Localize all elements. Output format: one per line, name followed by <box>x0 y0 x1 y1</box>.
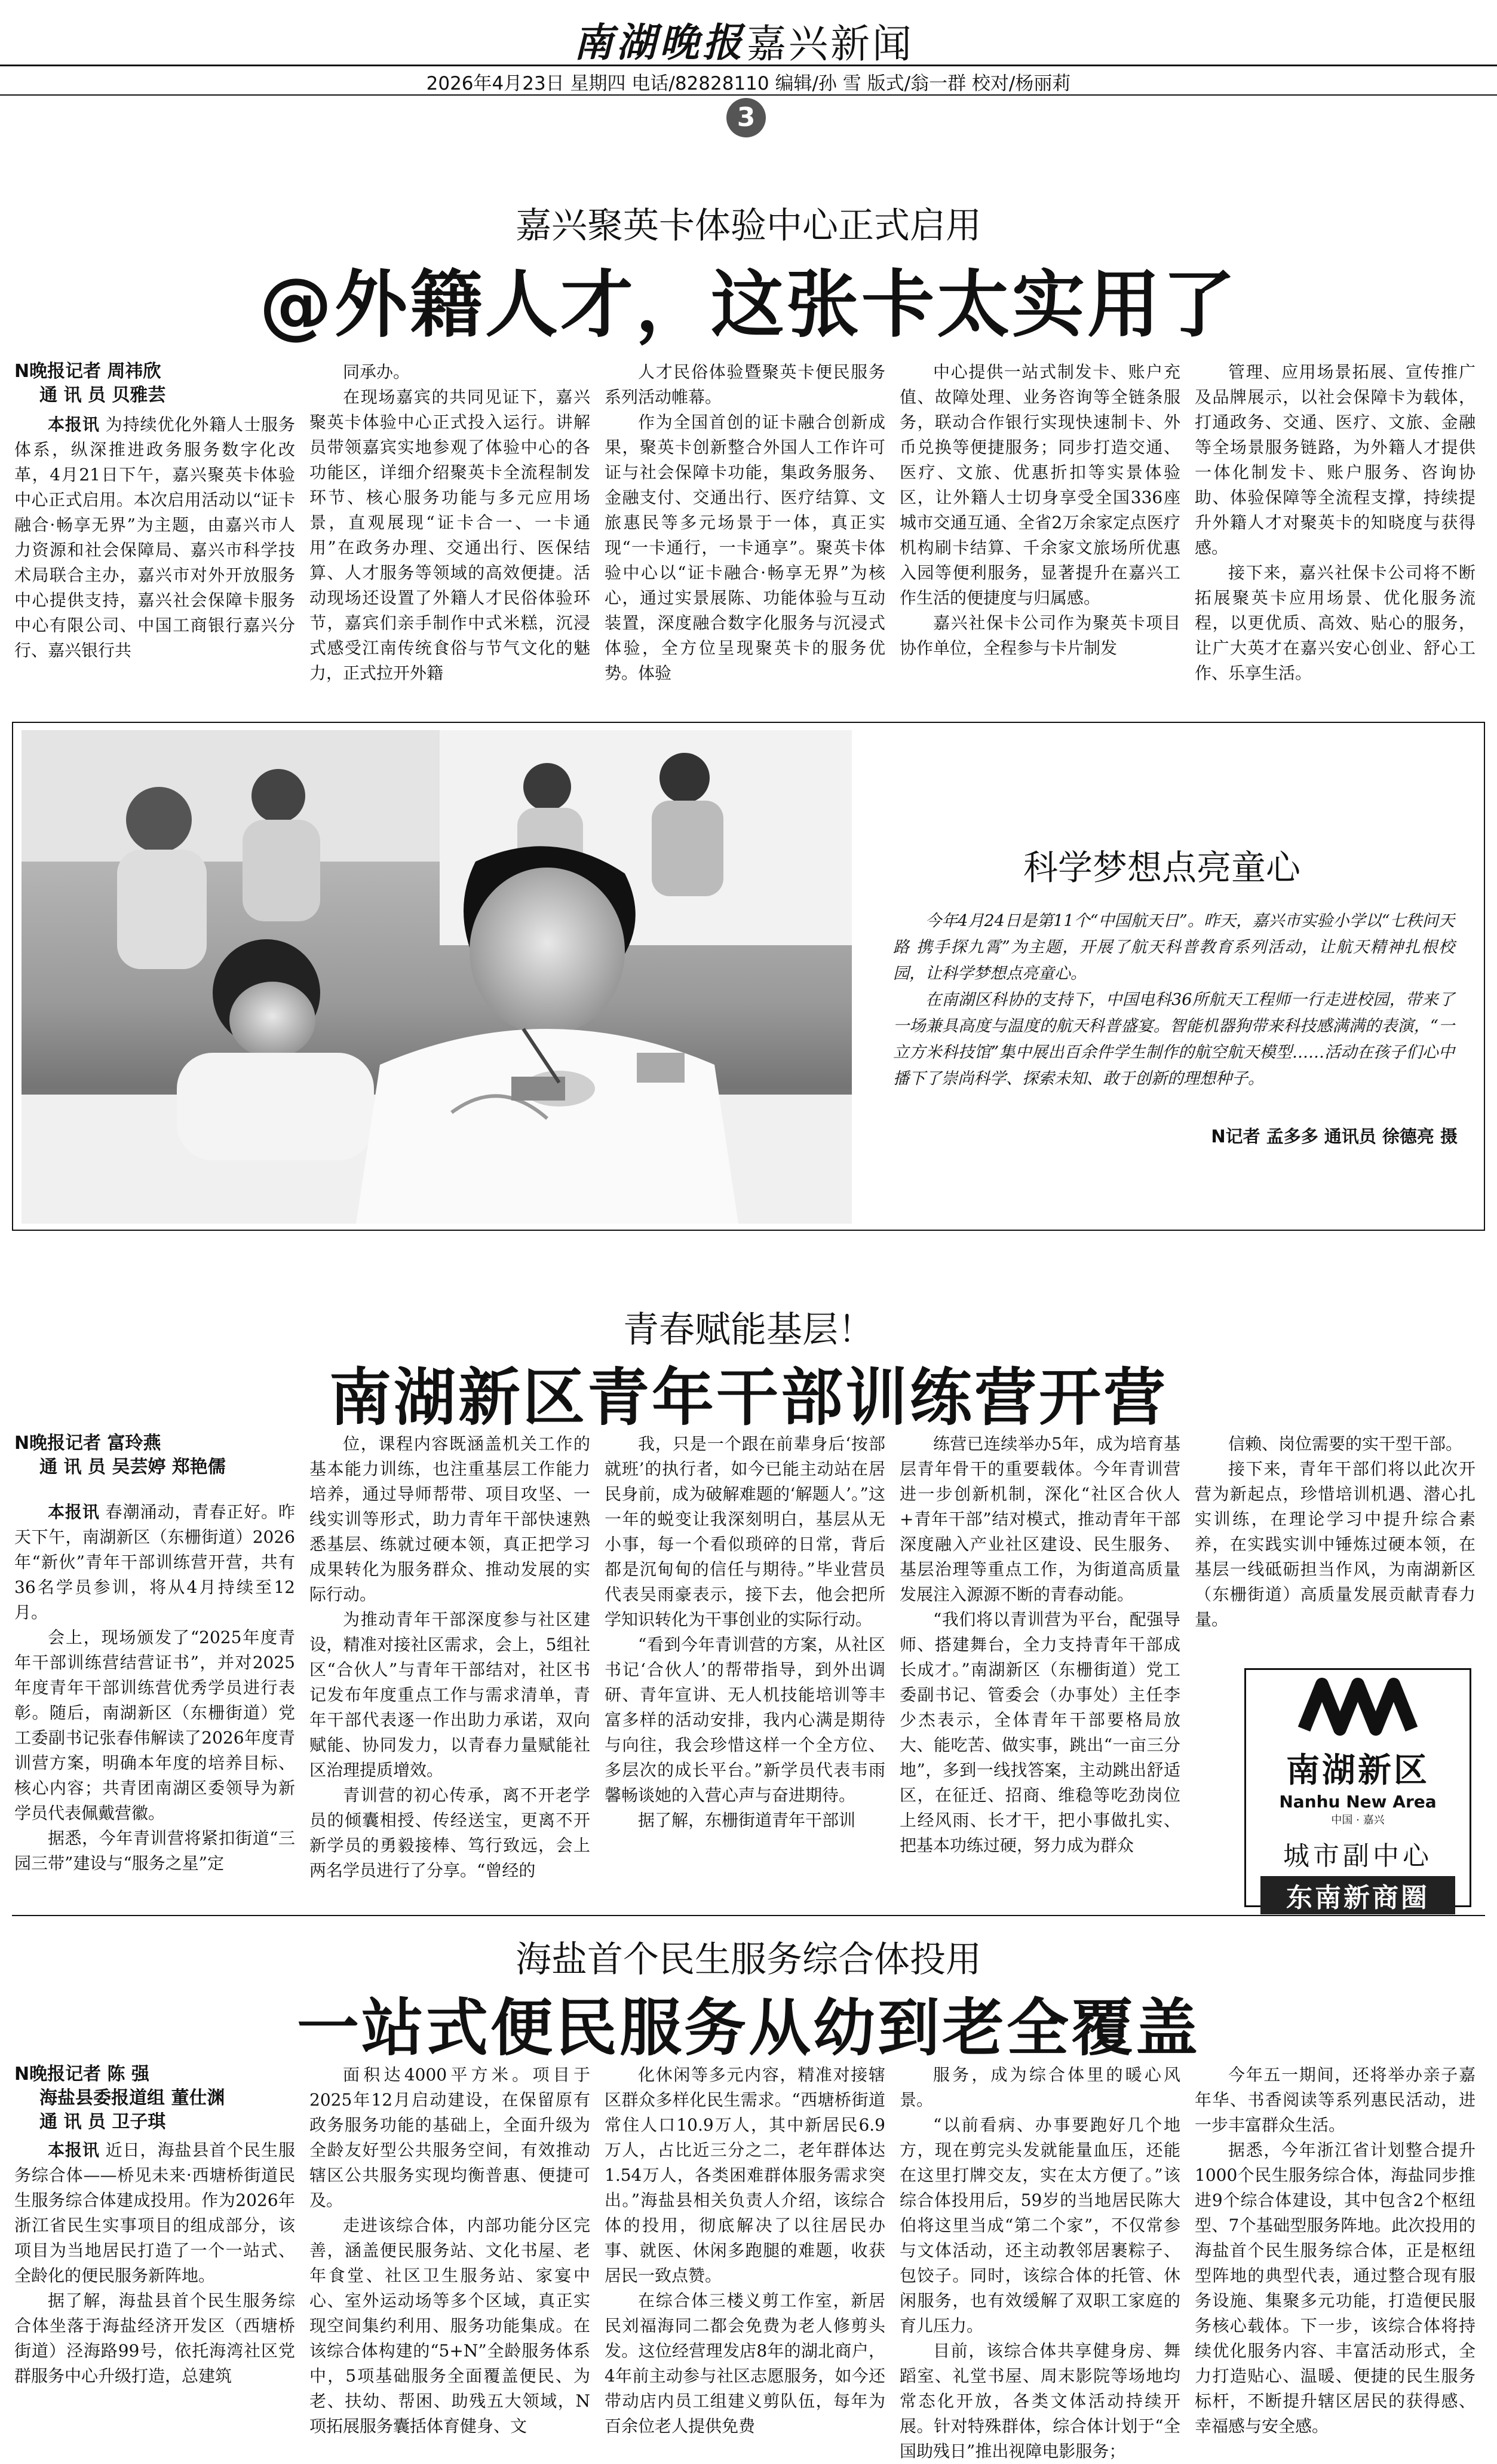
paragraph: 走进该综合体，内部功能分区完善，涵盖便民服务站、文化书屋、老年食堂、社区卫生服务站、家宴中心、室外运动场等多个区域，真正实现空间集约利用、服务功能集成。在该综合体构建的“5+N”全龄服务体系中，5项基础服务全面覆盖便民、为老、扶幼、帮困、助残五大领域，N项拓展服务囊括体育健身、文 <box>309 2215 590 2436</box>
article2-column-2 <box>309 1432 590 1880</box>
n-logo-icon: N <box>14 2064 30 2085</box>
article3-column-5 <box>1195 2062 1475 2436</box>
article2-column-4 <box>900 1432 1180 1868</box>
paragraph: “我们将以青训营为平台，配强导师、搭建舞台，全力支持青年干部成长成才。”南湖新区（东栅街道）党工委副书记、管委会（办事处）主任李少杰表示，全体青年干部要格局放大、能吃苦、做实事，跳出“一亩三分地”，多到一线找答案，主动跳出舒适区，在征迁、招商、维稳等吃劲岗位上经风雨、长才干，把小事做扎实、把基本功练过硬，努力成为群众 <box>900 1610 1180 1855</box>
article2-column-1 <box>14 1500 295 1873</box>
article3-kicker: 海盐首个民生服务综合体投用 <box>516 1939 981 1981</box>
paragraph: 今年五一期间，还将举办亲子嘉年华、书香阅读等系列惠民活动，进一步丰富群众生活。 <box>1195 2065 1475 2135</box>
article3-column-4 <box>900 2062 1180 2461</box>
paragraph: 青训营的初心传承，离不开老学员的倾囊相授、传经送宝，更离不开新学员的勇毅接棒、笃行致远，会上两名学员进行了分享。“曾经的 <box>309 1785 590 1880</box>
paragraph: 接下来，嘉兴社保卡公司将不断拓展聚英卡应用场景、优化服务流程，以更优质、高效、贴心的服务，让广大英才在嘉兴安心创业、舒心工作、乐享生活。 <box>1195 563 1475 683</box>
article1-column-4 <box>900 360 1180 694</box>
photo-caption-title: 科学梦想点亮童心 <box>1023 847 1300 888</box>
paragraph: 今年4月24日是第11个“中国航天日”。昨天，嘉兴市实验小学以“七秩问天路 携手探九霄”为主题，开展了航天科普教育系列活动，让航天精神扎根校园，让科学梦想点亮童心。 <box>893 912 1455 983</box>
paragraph: 据悉，今年青训营将紧扣街道“三园三带”建设与“服务之星”定 <box>14 1828 295 1873</box>
section-title: 嘉兴新闻 <box>747 21 914 67</box>
masthead-rule-bottom <box>0 94 1497 96</box>
paragraph: 本报讯 为持续优化外籍人士服务体系，纵深推进政务服务数字化改革，4月21日下午，嘉兴聚英卡体验中心正式启用。本次启用活动以“证卡融合·畅享无界”为主题，由嘉兴市人力资源和社会保障局、嘉兴市科学技术局联合主办，嘉兴市对外开放服务中心提供支持，嘉兴社会保障卡服务中心有限公司、中国工商银行嘉兴分行、嘉兴银行共 <box>14 415 295 660</box>
masthead-rule-top <box>0 65 1497 66</box>
article3-column-2 <box>309 2062 590 2436</box>
paragraph: 本报讯 春潮涌动，青春正好。昨天下午，南湖新区（东栅街道）2026年“新伙”青年干部训练营开营，共有36名学员参训，将从4月持续至12月。 <box>14 1502 295 1622</box>
nanhu-slogan-1: 城市副中心 <box>1283 1841 1432 1871</box>
paragraph: 据悉，今年浙江省计划整合提升1000个民生服务综合体，海盐同步推进9个综合体建设，其中包含2个枢纽型、7个基础型服务阵地。此次投用的海盐首个民生服务综合体，正是枢纽型阵地的典型代表，通过整合现有服务设施、集聚多元功能，打造便民服务核心载体。下一步，该综合体将持续优化服务内容、丰富活动形式，全力打造贴心、温暖、便捷的民生服务标杆，不断提升辖区居民的获得感、幸福感与安全感。 <box>1195 2140 1475 2436</box>
paragraph: 人才民俗体验暨聚英卡便民服务系列活动帷幕。 <box>605 362 885 407</box>
students-building-models-photo <box>22 730 852 1224</box>
article2-kicker: 青春赋能基层！ <box>623 1309 874 1351</box>
page-number-badge: 3 <box>726 98 766 137</box>
paragraph: 我，只是一个跟在前辈身后‘按部就班’的执行者，如今已能主动站在居民身前，成为破解难题的‘解题人’。”这一年的蜕变让我深刻明白，基层从无小事，每一个看似琐碎的日常，背后都是沉甸甸的信任与期待。”毕业营员代表吴雨豪表示，接下去，他会把所学知识转化为干事创业的实际行动。 <box>605 1434 885 1629</box>
paragraph: 同承办。 <box>343 362 410 382</box>
section-divider <box>12 1915 1485 1916</box>
paragraph: 中心提供一站式制发卡、账户充值、故障处理、业务咨询等全链条服务，联动合作银行实现快速制卡、外币兑换等便捷服务；同步打造交通、医疗、文旅、优惠折扣等实景体验区，让外籍人士切身享受全国336座城市交通互通、全省2万余家定点医疗机构刷卡结算、千余家文旅场所优惠入园等便利服务，显著提升在嘉兴工作生活的便捷度与归属感。 <box>900 362 1180 608</box>
n-logo-icon: N <box>14 1433 30 1454</box>
paragraph: 位，课程内容既涵盖机关工作的基本能力训练，也注重基层工作能力培养，通过导师帮带、项目攻坚、一线实训等形式，助力青年干部快速熟悉基层、练就过硬本领，真正把学习成果转化为服务群众、推动发展的实际行动。 <box>309 1434 590 1604</box>
article3-headline: 一站式便民服务从幼到老全覆盖 <box>296 1991 1200 2064</box>
article2-column-5 <box>1195 1432 1475 1647</box>
article1-byline: N晚报记者 周祎欣 通 讯 员 贝雅芸 <box>14 361 166 406</box>
paragraph: “看到今年青训营的方案，从社区书记‘合伙人’的帮带指导，到外出调研、青年宣讲、无人机技能培训等丰富多样的活动安排，我内心满是期待与向往，我会珍惜这样一个全方位、多层次的成长平台。”新学员代表韦雨馨畅谈她的入营心声与奋进期待。 <box>605 1635 885 1805</box>
article1-headline: @外籍人才，这张卡太实用了 <box>259 262 1238 347</box>
article1-kicker: 嘉兴聚英卡体验中心正式启用 <box>516 205 981 247</box>
article3-column-1 <box>14 2138 295 2431</box>
paragraph: 在综合体三楼义剪工作室，新居民刘福海同二都会免费为老人修剪头发。这位经营理发店8年的湖北商户，4年前主动参与社区志愿服务，如今还带动店内员工组建义剪队伍，每年为百余位老人提供免费 <box>605 2291 885 2436</box>
paragraph: 在现场嘉宾的共同见证下，嘉兴聚英卡体验中心正式投入运行。讲解员带领嘉宾实地参观了体验中心的各功能区，详细介绍聚英卡全流程制发环节、核心服务功能与多元应用场景，直观展现“证卡合一、一卡通用”在政务办理、交通出行、医保结算、人才服务等领域的高效便捷。活动现场还设置了外籍人才民俗体验环节，嘉宾们亲手制作中式米糕，沉浸式感受江南传统食俗与节气文化的魅力，正式拉开外籍 <box>309 387 590 683</box>
nanhu-new-area-logo <box>1244 1668 1471 1913</box>
paragraph: 作为全国首创的证卡融合创新成果，聚英卡创新整合外国人工作许可证与社会保障卡功能，集政务服务、金融支付、交通出行、医疗结算、文旅惠民等多元场景于一体，真正实现“一卡通行，一卡通享”。聚英卡体验中心以“证卡融合·畅享无界”为核心，通过实景展陈、功能体验与互动装置，深度融合数字化服务与沉浸式体验，全方位呈现聚英卡的服务优势。体验 <box>605 412 885 683</box>
paragraph: 管理、应用场景拓展、宣传推广及品牌展示，以社会保障卡为载体，打通政务、交通、医疗、文旅、金融等全场景服务链路，为外籍人才提供一体化制发卡、账户服务、咨询协助、体验保障等全流程支撑，持续提升外籍人才对聚英卡的知晓度与获得感。 <box>1195 362 1475 557</box>
paragraph: 据了解，东栅街道青年干部训 <box>638 1810 856 1830</box>
paragraph: 信赖、岗位需要的实干型干部。 <box>1228 1434 1463 1454</box>
nanhu-title: 南湖新区 <box>1286 1751 1429 1790</box>
article2-column-3 <box>605 1432 885 1868</box>
n-logo-icon: N <box>14 361 30 382</box>
paragraph: 目前，该综合体共享健身房、舞蹈室、礼堂书屋、周末影院等场地均常态化开放，各类文体活动持续开展。针对特殊群体，综合体计划于“全国助残日”推出视障电影服务； <box>900 2341 1180 2461</box>
article2-headline: 南湖新区青年干部训练营开营 <box>329 1361 1168 1434</box>
paragraph: 据了解，海盐县首个民生服务综合体坐落于海盐经济开发区（西塘桥街道）泾海路99号，依托海湾社区党群服务中心升级打造，总建筑 <box>14 2291 295 2386</box>
photo-credit: N记者 孟多多 通讯员 徐德亮 摄 <box>1211 1126 1458 1147</box>
n-logo-icon: N <box>1211 1126 1226 1147</box>
nna-logo-icon <box>1298 1678 1418 1732</box>
article1-column-1 <box>14 412 295 693</box>
paragraph: “以前看病、办事要跑好几个地方，现在剪完头发就能量血压，还能在这里打牌交友，实在太方便了。”该综合体投用后，59岁的当地居民陈大伯将这里当成“第二个家”，不仅常参与文体活动，还主动教邻居裹粽子、包饺子。同时，该综合体的托管、休闲服务，也有效缓解了双职工家庭的育儿压力。 <box>900 2115 1180 2336</box>
paragraph: 为推动青年干部深度参与社区建设，精准对接社区需求，会上，5组社区“合伙人”与青年干部结对，社区书记发布年度重点工作与需求清单，青年干部代表逐一作出助力承诺，双向赋能、协同发力，以青春力量赋能社区治理提质增效。 <box>309 1610 590 1780</box>
article3-column-3 <box>605 2062 885 2436</box>
paragraph: 化休闲等多元内容，精准对接辖区群众多样化民生需求。“西塘桥街道常住人口10.9万人，其中新居民6.9万人，占比近三分之二，老年群体达1.54万人，各类困难群体服务需求突出。”海盐县相关负责人介绍，该综合体的投用，彻底解决了以往居民办事、就医、休闲多跑腿的难题，收获居民一致点赞。 <box>605 2065 885 2285</box>
nanhu-subtitle: 中国 · 嘉兴 <box>1331 1814 1385 1826</box>
paragraph: 服务，成为综合体里的暖心风景。 <box>900 2065 1180 2110</box>
nanhu-slogan-2: 东南新商圈 <box>1260 1876 1455 1914</box>
paragraph: 面积达4000平方米。项目于2025年12月启动建设，在保留原有政务服务功能的基础上，全面升级为全龄友好型公共服务空间，有效推动辖区公共服务实现均衡普惠、便捷可及。 <box>309 2065 590 2210</box>
paragraph: 接下来，青年干部们将以此次开营为新起点，珍惜培训机遇、潜心扎实训练，在理论学习中提升综合素养，在实践实训中锤炼过硬本领，在基层一线砥砺担当作风，为南湖新区（东栅街道）高质量发展贡献青春力量。 <box>1195 1459 1475 1629</box>
nanhu-english: Nanhu New Area <box>1279 1792 1437 1812</box>
paragraph: 本报讯 近日，海盐县首个民生服务综合体——桥见未来·西塘桥街道民生服务综合体建成投用。作为2026年浙江省民生实事项目的组成部分，该项目为当地居民打造了一个一站式、全龄化的便民服务新阵地。 <box>14 2140 295 2285</box>
article1-column-3 <box>605 360 885 694</box>
photo-caption-body <box>893 908 1455 1092</box>
paragraph: 嘉兴社保卡公司作为聚英卡项目协作单位，全程参与卡片制发 <box>900 613 1180 658</box>
paragraph: 练营已连续举办5年，成为培育基层青年骨干的重要载体。今年青训营进一步创新机制，深化“社区合伙人+青年干部”结对模式，推动青年干部深度融入产业社区建设、民生服务、基层治理等重点工作，为街道高质量发展注入源源不断的青春动能。 <box>900 1434 1180 1604</box>
paragraph: 在南湖区科协的支持下，中国电科36所航天工程师一行走进校园，带来了一场兼具高度与温度的航天科普盛宴。智能机器狗带来科技感满满的表演，“一立方米科技馆”集中展出百余件学生制作的航空航天模型……活动在孩子们心中播下了崇尚科学、探索未知、敢于创新的理想种子。 <box>893 991 1455 1088</box>
article2-byline: N晚报记者 富玲燕 通 讯 员 吴芸婷 郑艳儒 <box>14 1433 226 1478</box>
article1-column-2 <box>309 360 590 694</box>
article3-byline: N晚报记者 陈 强 海盐县委报道组 董仕渊 通 讯 员 卫子琪 <box>14 2064 225 2132</box>
article1-column-5 <box>1195 360 1475 694</box>
paragraph: 会上，现场颁发了“2025年度青年干部训练营结营证书”，并对2025年度青年干部训练营优秀学员进行表彰。随后，南湖新区（东栅街道）党工委副书记张春伟解读了2026年度青训营方案，明确本年度的培养目标、核心内容；共青团南湖区委领导为新学员代表佩戴营徽。 <box>14 1628 295 1823</box>
dateline: 2026年4月23日 星期四 电话/82828110 编辑/孙 雪 版式/翁一群 校对/杨丽莉 <box>426 73 1071 94</box>
newspaper-logo: 南湖晚报 <box>573 19 746 66</box>
